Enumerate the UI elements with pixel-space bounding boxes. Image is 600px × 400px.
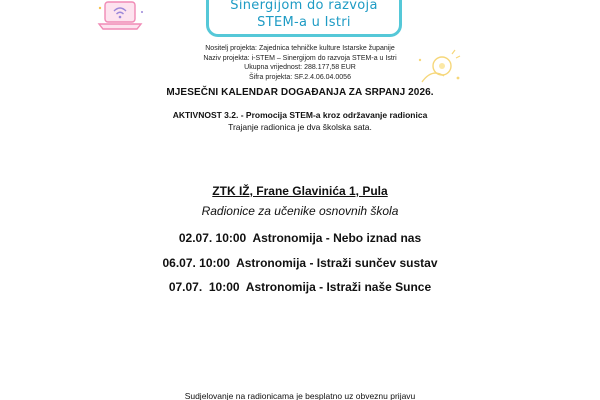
laptop-wifi-icon bbox=[96, 0, 146, 32]
event-item: 06.07. 10:00 Astronomija - Istraži sunčev sustav bbox=[162, 256, 438, 270]
calendar-title: MJESEČNI KALENDAR DOGAĐANJA ZA SRPANJ 2026. bbox=[166, 87, 434, 98]
project-name: Naziv projekta: i-STEM – Sinergijom do razvoja STEM-a u Istri bbox=[203, 54, 397, 62]
logo-line-2: STEM-a u Istri bbox=[257, 15, 351, 30]
registration-note: Sudjelovanje na radionicama je besplatno uz obveznu prijavu bbox=[184, 391, 416, 400]
audience-subtitle: Radionice za učenike osnovnih škola bbox=[201, 204, 399, 218]
project-logo-banner bbox=[206, 0, 402, 37]
project-code: Šifra projekta: SF.2.4.06.04.0056 bbox=[249, 73, 351, 81]
project-value: Ukupna vrijednost: 288.177,58 EUR bbox=[244, 64, 356, 71]
event-item: 02.07. 10:00 Astronomija - Nebo iznad nas bbox=[178, 231, 422, 245]
venue-address: ZTK IŽ, Frane Glavinića 1, Pula bbox=[212, 184, 388, 198]
project-holder: Nositelj projekta: Zajednica tehničke kulture Istarske županije bbox=[205, 45, 395, 52]
project-info bbox=[0, 44, 600, 82]
workshop-duration: Trajanje radionica je dva školska sata. bbox=[228, 122, 372, 132]
event-item: 07.07. 10:00 Astronomija - Istraži naše Sunce bbox=[168, 280, 432, 294]
activity-title: AKTIVNOST 3.2. - Promocija STEM-a kroz održavanje radionica bbox=[172, 110, 428, 120]
logo-line-1: Sinergijom do razvoja bbox=[230, 0, 378, 13]
